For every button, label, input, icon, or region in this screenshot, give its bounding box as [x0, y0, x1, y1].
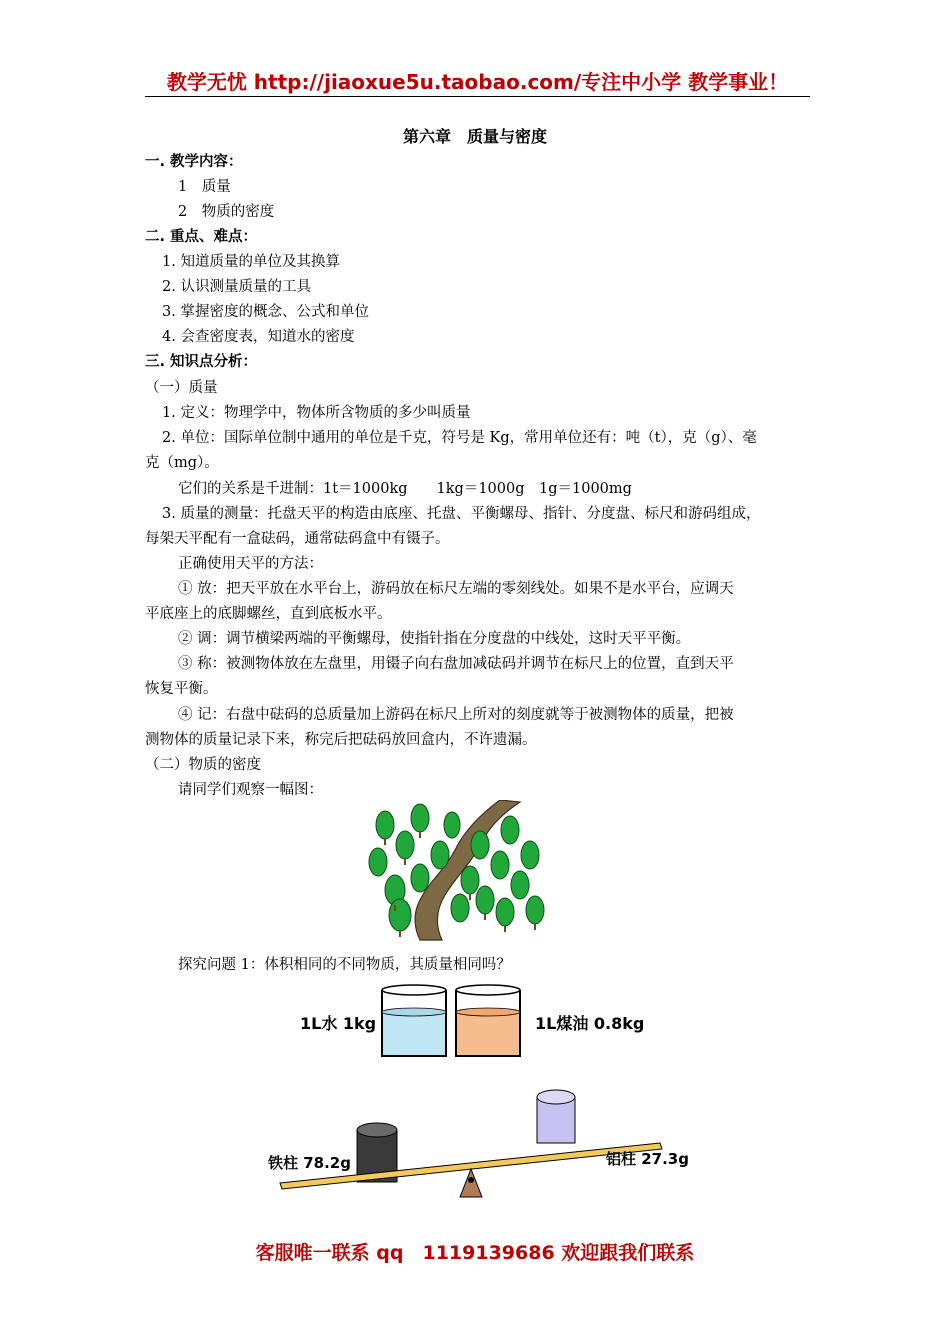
- list-item: 2. 认识测量质量的工具: [162, 279, 311, 295]
- beaker-comparison-figure: [290, 982, 660, 1062]
- paragraph: 恢复平衡。: [145, 681, 218, 697]
- aluminium-cylinder: [537, 1090, 575, 1143]
- water-beaker: [382, 985, 446, 1056]
- kerosene-beaker: [456, 985, 520, 1056]
- paragraph: 3. 质量的测量：托盘天平的构造由底座、托盘、平衡螺母、指针、分度盘、标尺和游码组成，: [162, 506, 761, 522]
- subsection-heading: （二）物质的密度: [145, 757, 261, 773]
- section-2-heading: 二. 重点、难点：: [145, 229, 258, 245]
- paragraph: ① 放：把天平放在水平台上，游码放在标尺左端的零刻线处。如果不是水平台，应调天: [178, 581, 734, 597]
- header-divider: [145, 96, 810, 97]
- paragraph: 请同学们观察一幅图：: [178, 782, 323, 798]
- kerosene-label: 1L煤油 0.8kg: [535, 1014, 645, 1033]
- paragraph: ② 调：调节横梁两端的平衡螺母，使指针指在分度盘的中线处，这时天平平衡。: [178, 631, 691, 647]
- chapter-title: 第六章 质量与密度: [402, 127, 547, 146]
- list-item: 2 物质的密度: [178, 204, 275, 220]
- water-label: 1L水 1kg: [300, 1014, 377, 1033]
- paragraph: 正确使用天平的方法：: [178, 556, 323, 572]
- paragraph: 测物体的质量记录下来，称完后把砝码放回盒内，不许遗漏。: [145, 732, 537, 748]
- site-header: 教学无忧 http://jiaoxue5u.taobao.com/专注中小学 教学事业！: [166, 70, 789, 94]
- section-3-heading: 三. 知识点分析：: [145, 354, 258, 370]
- paragraph: ③ 称：被测物体放在左盘里，用镊子向右盘加减砝码并调节在标尺上的位置，直到天平: [178, 656, 734, 672]
- section-1-heading: 一. 教学内容：: [145, 154, 243, 170]
- subsection-heading: （一）质量: [145, 380, 218, 396]
- paragraph: 每架天平配有一盒砝码，通常砝码盒中有镊子。: [145, 531, 450, 547]
- paragraph: 2. 单位：国际单位制中通用的单位是千克，符号是 Kg，常用单位还有：吨（t），克（g）、毫: [162, 430, 757, 446]
- paragraph: ④ 记：右盘中砝码的总质量加上游码在标尺上所对的刻度就等于被测物体的质量，把被: [178, 707, 734, 723]
- paragraph: 平底座上的底脚螺丝，直到底板水平。: [145, 606, 392, 622]
- paragraph: 它们的关系是千进制：1t＝1000kg 1kg＝1000g 1g＝1000mg: [178, 481, 632, 497]
- list-item: 4. 会查密度表，知道水的密度: [162, 329, 355, 345]
- forest-river-illustration: [360, 800, 560, 945]
- paragraph: 探究问题 1：体积相同的不同物质，其质量相同吗？: [178, 957, 511, 973]
- list-item: 1 质量: [178, 179, 231, 195]
- aluminium-label: 铝柱 27.3g: [606, 1150, 689, 1168]
- seesaw-figure: [260, 1085, 710, 1205]
- list-item: 1. 知道质量的单位及其换算: [162, 254, 340, 270]
- iron-label: 铁柱 78.2g: [268, 1154, 351, 1172]
- paragraph: 1. 定义：物理学中，物体所含物质的多少叫质量: [162, 405, 471, 421]
- site-footer: 客服唯一联系 qq 1119139686 欢迎跟我们联系: [255, 1242, 695, 1264]
- paragraph: 克（mg）。: [145, 455, 219, 471]
- list-item: 3. 掌握密度的概念、公式和单位: [162, 304, 369, 320]
